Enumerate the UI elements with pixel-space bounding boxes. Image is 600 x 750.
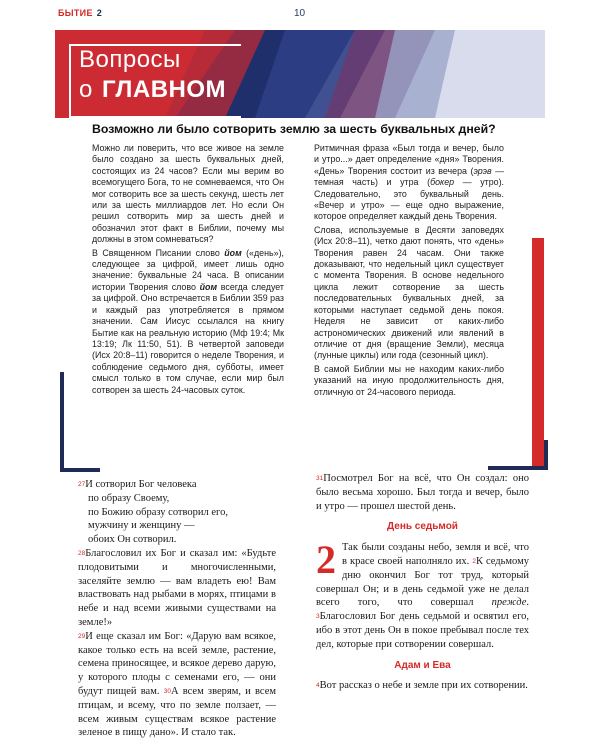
article-paragraph: Ритмичная фраза «Был тогда и вечер, было и утро...» дает определение «дня» Творения. «День» Творения состоит из вечера (эрэв — темная часть) и утра (бокер — утро). Следовательно, это буквальный день. «Вечер и утро» — еще одно выражение, которое определяет каждый день Творения. bbox=[314, 143, 505, 222]
term-boker: бокер bbox=[430, 177, 455, 188]
banner-title-line1: Вопросы bbox=[79, 46, 181, 73]
verse-number: 2 bbox=[472, 557, 476, 565]
article-paragraph: Можно ли поверить, что все живое на земле было создано за шесть буквальных дней, состоящих из 24 часов? Если мы верим во всемогущего Бога, то не сомневаемся, что Он мог сотворить все за шесть секунд, шесть лет или за шесть миллиардов лет. Но если Он решил сотворить мир за шесть дней и обозначил этот факт в Библии, почему мы должны в этом сомневаться? bbox=[92, 143, 284, 245]
verse-27 bbox=[78, 478, 276, 547]
scripture-left-column bbox=[78, 478, 276, 740]
article-question: Возможно ли было сотворить землю за шесть буквальных дней? bbox=[92, 122, 496, 136]
term-yom: йом bbox=[199, 281, 218, 292]
banner-title-o: о bbox=[79, 76, 93, 103]
running-header-book bbox=[58, 8, 102, 18]
article-paragraph: В самой Библии мы не находим каких-либо указаний на иную продолжительность дня, отличную от 24-часового периода. bbox=[314, 363, 504, 397]
verse-number: 28 bbox=[78, 549, 86, 557]
verse-number: 31 bbox=[316, 475, 324, 482]
verse-number: 30 bbox=[163, 687, 171, 695]
banner-title-line2 bbox=[79, 76, 226, 104]
poetry-line: обоих Он сотворил. bbox=[88, 534, 177, 546]
chapter-number: 2 bbox=[96, 8, 103, 18]
article-left-column bbox=[92, 143, 284, 398]
book-name: БЫТИЕ bbox=[58, 8, 93, 18]
poetry-line: И сотворил Бог человека bbox=[85, 479, 197, 490]
poetry-line: по образу Своему, bbox=[88, 492, 170, 504]
scripture-right-column bbox=[316, 472, 529, 693]
page-number: 10 bbox=[294, 8, 306, 19]
verse-28: $^{28}$Благословил их Бог и сказал им: «Будьте плодовитыми и многочисленными, заселяйте землю — вам владеть ею! Вам властвовать над рыбами в морях, птицами в небе и над всеми живыми существами на земле!» bbox=[78, 547, 276, 628]
chapter-drop-number: 2 bbox=[316, 537, 336, 583]
verse-number: 3 bbox=[316, 613, 320, 621]
term-erev: эрэв bbox=[473, 165, 492, 176]
section-heading: День седьмой bbox=[387, 521, 458, 533]
verse-number: 27 bbox=[78, 481, 86, 488]
poetry-line: мужчину и женщину — bbox=[88, 520, 195, 532]
corner-accent bbox=[60, 372, 100, 472]
article-paragraph: В Священном Писании слово йом («день»), следующее за цифрой, имеет лишь одно значение: буквальные 24 часа. В описании истории Творения слово йом всегда следует за цифрой. Оно встречается в Библии 359 раз и каждый раз употребляется в прямом значении. Сам Иисус ссылался на книгу Бытие как на реальную историю (Мф 19:4; Мк 13:19; Лк 11:50, 51). В четвертой заповеди (Исх 20:8–11) говорится о неделе Творения, и соблюдение седьмого дня, субботы, имеет смысл только в том случае, если мир был сотворен за шесть 24-часовых суток. bbox=[92, 247, 284, 395]
verse-29: $^{29}$И еще сказал им Бог: «Дарую вам всякое, какое только есть на всей земле, растение, семена приносящее, и всякое дерево дарую, у которого плоды с семенами его, — они будут пищей вам. $^{30}$А всем зверям, и всем птицам, и всему, что по земле ползает, — всем живым существам всякое растение зеленое в пищу дано». И стало так. bbox=[78, 630, 276, 739]
article-right-column bbox=[314, 143, 504, 400]
verse-31: $^{31}$Посмотрел Бог на всё, что Он создал: оно было весьма хорошо. Был тогда и вечер, было и утро — прошел шестой день. bbox=[316, 473, 529, 512]
chapter-2-opening: 2 Так были созданы небо, земля и всё, что в красе своей наполняло их. $^2$К седьмому дню окончил Бог тот труд, который совершал Он; и в день седьмой уже не делал всего того, что совершал прежде. $^3$Благословил Бог день седьмой и освятил его, ибо в этот день Он в покое пребывал после тех дел, которые при сотворении совершал. bbox=[316, 537, 529, 650]
section-heading: Адам и Ева bbox=[394, 659, 451, 671]
article-paragraph: Слова, используемые в Десяти заповедях (Исх 20:8–11), четко дают понять, что «день» Творения равен 24 часам. Они также доказывают, что недельный цикл существует с момента Творения. В основе недельного цикла лежит сотворение за шесть последовательных буквальных дней, за которыми наступает седьмой день покоя. Неделя не зависит от каких-либо астрономических движений или явлений в отличие от дня (вращение Земли), месяца (лунные циклы) или года (сезонный цикл). bbox=[314, 224, 504, 361]
corner-accent-right bbox=[488, 440, 548, 470]
verse-number: 29 bbox=[78, 632, 86, 640]
verse-4: $^4$Вот рассказ о небе и земле при их сотворении. bbox=[316, 680, 528, 692]
red-accent-bar bbox=[532, 238, 544, 466]
banner-title-main: ГЛАВНОМ bbox=[102, 76, 227, 103]
poetry-line: по Божию образу сотворил его, bbox=[88, 506, 228, 518]
section-banner bbox=[55, 30, 545, 118]
term-yom: йом bbox=[224, 247, 242, 258]
verse-number: 4 bbox=[316, 682, 320, 690]
